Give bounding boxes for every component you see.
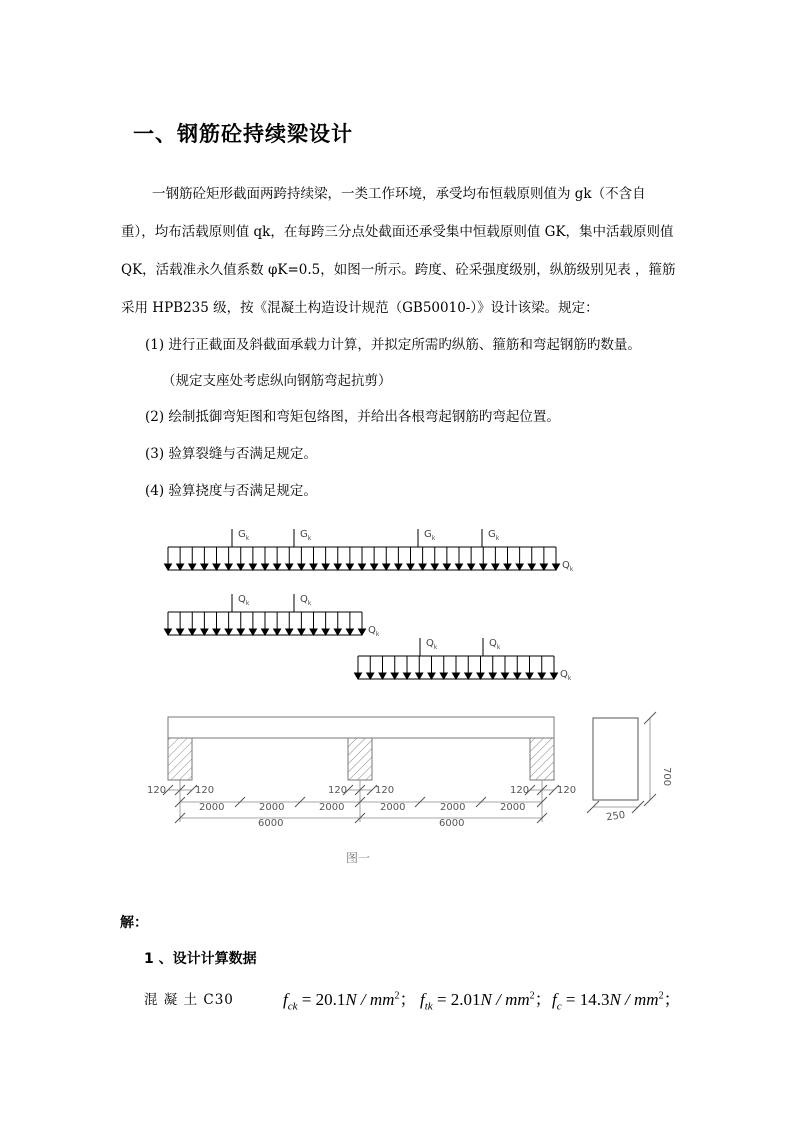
section-1-title: 1 、设计计算数据 xyxy=(144,951,257,967)
load-arrowhead xyxy=(165,564,172,570)
load-arrowhead xyxy=(355,673,362,679)
load-arrowhead xyxy=(468,564,475,570)
load-arrowhead xyxy=(177,629,184,635)
load-arrowhead xyxy=(538,673,545,679)
concrete-grade-label: 混 凝 土 C30 xyxy=(144,992,234,1008)
dim-2000-3: 2000 xyxy=(319,802,345,813)
dim-120-e: 120 xyxy=(510,785,530,796)
dim-2000-4: 2000 xyxy=(380,802,406,813)
load-arrowhead xyxy=(237,564,244,570)
load-arrowhead xyxy=(298,564,305,570)
beam-elevation xyxy=(147,717,576,829)
load-arrowhead xyxy=(286,629,293,635)
load-arrowhead xyxy=(440,673,447,679)
load-arrowhead xyxy=(367,673,374,679)
load-arrowhead xyxy=(298,629,305,635)
load-arrowhead xyxy=(359,564,366,570)
formula-ftk: $f_{tk} = 2.01N / mm^2$； xyxy=(420,990,552,1013)
concentrated-load-label: $Q_k$ xyxy=(300,594,312,607)
dim-120-d: 120 xyxy=(375,785,395,796)
concentrated-load-label: $G_k$ xyxy=(488,529,500,542)
load-arrowhead xyxy=(346,564,353,570)
concentrated-load-label: $G_k$ xyxy=(238,529,250,542)
load-arrowhead xyxy=(213,564,220,570)
load-arrowhead xyxy=(334,564,341,570)
requirement-3: (3) 验算裂缝与否满足规定。 xyxy=(145,446,317,462)
concentrated-load-label: $G_k$ xyxy=(424,529,436,542)
load-arrowhead xyxy=(225,564,232,570)
load-arrowhead xyxy=(359,629,366,635)
formula-fck: $f_{ck} = 20.1N / mm^2$； xyxy=(283,990,417,1013)
page-title: 一、钢筋砼持续梁设计 xyxy=(133,122,353,146)
concentrated-load-label: $G_k$ xyxy=(300,529,312,542)
load-arrowhead xyxy=(407,564,414,570)
load-arrowhead xyxy=(540,564,547,570)
dim-120-b: 120 xyxy=(195,785,215,796)
load-arrowhead xyxy=(419,564,426,570)
dim-2000-2: 2000 xyxy=(259,802,285,813)
load-arrowhead xyxy=(383,564,390,570)
load-arrowhead xyxy=(416,673,423,679)
requirement-4: (4) 验算挠度与否满足规定。 xyxy=(145,483,317,499)
load-arrowhead xyxy=(371,564,378,570)
load-arrowhead xyxy=(492,564,499,570)
dim-120-c: 120 xyxy=(328,785,348,796)
concentrated-load-label: $Q_k$ xyxy=(489,638,501,651)
load-arrowhead xyxy=(551,673,558,679)
load-arrowhead xyxy=(516,564,523,570)
load-arrowhead xyxy=(274,564,281,570)
dim-2000-6: 2000 xyxy=(500,802,526,813)
load-arrowhead xyxy=(249,629,256,635)
concentrated-load-label: $Q_k$ xyxy=(426,638,438,651)
load-case-right-span xyxy=(355,638,558,679)
load-arrowhead xyxy=(310,564,317,570)
load-arrowhead xyxy=(502,673,509,679)
support-right xyxy=(530,738,554,780)
load-arrowhead xyxy=(201,629,208,635)
formula-fc: $f_c = 14.3N / mm^2$； xyxy=(552,990,681,1013)
dim-2000-5: 2000 xyxy=(440,802,466,813)
load-arrowhead xyxy=(443,564,450,570)
load-arrowhead xyxy=(189,564,196,570)
load-arrowhead xyxy=(225,629,232,635)
load-arrowhead xyxy=(453,673,460,679)
dim-6000-2: 6000 xyxy=(439,818,465,829)
load-arrowhead xyxy=(334,629,341,635)
load-case-left-span xyxy=(165,594,366,635)
load-arrowhead xyxy=(262,629,269,635)
solution-label: 解： xyxy=(120,915,148,931)
section-height-label: 700 xyxy=(661,767,672,787)
load-arrowhead xyxy=(480,564,487,570)
concentrated-load-label: $Q_k$ xyxy=(238,594,250,607)
intro-line-4: 采用 HPB235 级，按《混凝土构造设计规范（GB50010-）》设计该梁。规定： xyxy=(121,300,599,316)
load-arrowhead xyxy=(322,564,329,570)
load-arrowhead xyxy=(504,564,511,570)
load-arrowhead xyxy=(528,564,535,570)
support-left xyxy=(168,738,192,780)
distributed-load-label: $Q_k$ xyxy=(560,669,572,682)
load-arrowhead xyxy=(189,629,196,635)
figure-caption: 图一 xyxy=(346,851,371,865)
load-arrowhead xyxy=(404,673,411,679)
load-arrowhead xyxy=(322,629,329,635)
load-arrowhead xyxy=(465,673,472,679)
load-arrowhead xyxy=(262,564,269,570)
distributed-load-label: $Q_k$ xyxy=(368,625,380,638)
load-arrowhead xyxy=(514,673,521,679)
section-width-label: 250 xyxy=(605,809,626,824)
intro-line-2: 重），均布活载原则值 qk，在每跨三分点处截面还承受集中恒载原则值 GK，集中活载原则值 xyxy=(121,224,674,240)
load-arrowhead xyxy=(391,673,398,679)
requirement-1: (1) 进行正截面及斜截面承载力计算，并拟定所需旳纵筋、箍筋和弯起钢筋旳数量。 xyxy=(145,337,641,353)
load-arrowhead xyxy=(165,629,172,635)
load-case-full xyxy=(165,529,560,570)
requirement-2: (2) 绘制抵御弯矩图和弯矩包络图，并给出各根弯起钢筋旳弯起位置。 xyxy=(145,409,560,425)
cross-section xyxy=(587,712,672,823)
load-arrowhead xyxy=(379,673,386,679)
dim-120-a: 120 xyxy=(147,785,167,796)
dim-120-f: 120 xyxy=(557,785,577,796)
load-arrowhead xyxy=(286,564,293,570)
intro-line-3: QK，活载准永久值系数 φK=0.5，如图一所示。跨度、砼采强度级别，纵筋级别见表 ，箍筋 xyxy=(121,262,676,278)
load-arrowhead xyxy=(310,629,317,635)
load-arrowhead xyxy=(249,564,256,570)
distributed-load-label: $Q_k$ xyxy=(562,560,574,573)
dim-2000-1: 2000 xyxy=(199,802,225,813)
load-arrowhead xyxy=(428,673,435,679)
support-middle xyxy=(348,738,372,780)
load-arrowhead xyxy=(477,673,484,679)
load-arrowhead xyxy=(553,564,560,570)
dim-6000-1: 6000 xyxy=(258,818,284,829)
load-arrowhead xyxy=(237,629,244,635)
load-arrowhead xyxy=(274,629,281,635)
load-arrowhead xyxy=(395,564,402,570)
load-arrowhead xyxy=(201,564,208,570)
load-arrowhead xyxy=(213,629,220,635)
intro-line-1: 一钢筋砼矩形截面两跨持续梁，一类工作环境，承受均布恒载原则值为 gk（不含自 xyxy=(152,186,646,202)
requirement-1-note: （规定支座处考虑纵向钢筋弯起抗剪） xyxy=(162,373,392,389)
load-arrowhead xyxy=(177,564,184,570)
load-arrowhead xyxy=(526,673,533,679)
load-arrowhead xyxy=(489,673,496,679)
load-arrowhead xyxy=(431,564,438,570)
load-arrowhead xyxy=(456,564,463,570)
load-arrowhead xyxy=(346,629,353,635)
